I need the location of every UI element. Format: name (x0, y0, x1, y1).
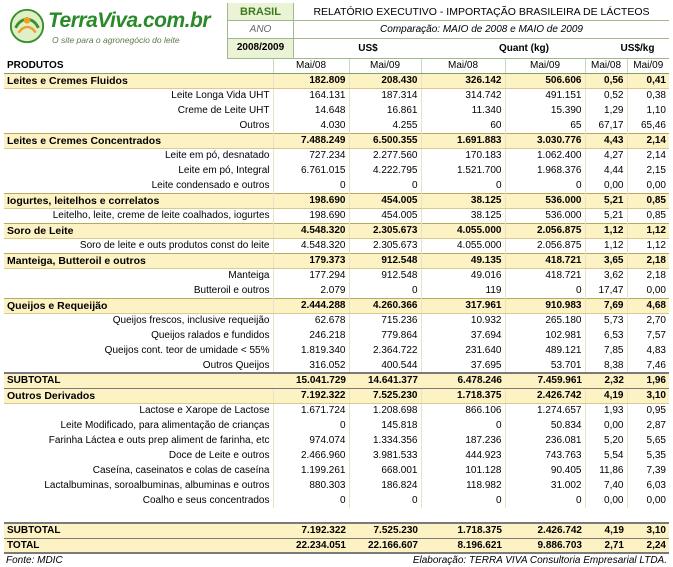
cell-usd-2009: 4.260.366 (349, 298, 421, 313)
cell-price-2008: 0,52 (585, 88, 627, 103)
cell-price-2009: 2,14 (627, 148, 669, 163)
col-usd-header: US$ (358, 43, 378, 54)
cell-price-2009: 2,70 (627, 313, 669, 328)
cell-price-2009: 2,18 (627, 253, 669, 268)
row-label: Queijos frescos, inclusive requeijão (4, 313, 273, 328)
cell-usd-2009: 7.525.230 (349, 523, 421, 538)
cell-qty-2008: 37.694 (421, 328, 505, 343)
cell-usd-2009: 668.001 (349, 463, 421, 478)
cell-qty-2008: 1.718.375 (421, 523, 505, 538)
cell-usd-2008: 0 (273, 493, 349, 508)
row-label: Caseína, caseinatos e colas de caseína (4, 463, 273, 478)
cell-price-2009: 0,95 (627, 403, 669, 418)
period-usd-2008: Mai/08 (273, 59, 349, 73)
row-label: Leite em pó, desnatado (4, 148, 273, 163)
period-qty-2008: Mai/08 (421, 59, 505, 73)
cell-usd-2009: 186.824 (349, 478, 421, 493)
cell-usd-2008: 880.303 (273, 478, 349, 493)
period-header-row (4, 59, 669, 73)
year-label: ANO (228, 21, 294, 39)
cell-usd-2008: 62.678 (273, 313, 349, 328)
cell-qty-2008: 6.478.246 (421, 373, 505, 388)
cell-usd-2009: 0 (349, 283, 421, 298)
cell-usd-2008: 0 (273, 418, 349, 433)
cell-qty-2008: 0 (421, 178, 505, 193)
cell-qty-2008: 60 (421, 118, 505, 133)
cell-qty-2009: 2.426.742 (505, 388, 585, 403)
cell-qty-2009 (505, 508, 585, 523)
cell-price-2009: 7,39 (627, 463, 669, 478)
cell-usd-2009: 1.208.698 (349, 403, 421, 418)
cell-qty-2009: 53.701 (505, 358, 585, 373)
cell-usd-2008: 179.373 (273, 253, 349, 268)
row-label: Outros (4, 118, 273, 133)
cell-qty-2009: 9.886.703 (505, 538, 585, 553)
cell-qty-2008: 119 (421, 283, 505, 298)
cell-usd-2008: 7.192.322 (273, 388, 349, 403)
cell-usd-2008: 198.690 (273, 193, 349, 208)
cell-usd-2008: 198.690 (273, 208, 349, 223)
table-row (4, 493, 669, 508)
cell-usd-2008 (273, 508, 349, 523)
table-row (4, 283, 669, 298)
cell-qty-2009: 536.000 (505, 193, 585, 208)
row-label: Manteiga, Butteroil e outros (4, 253, 273, 268)
cell-qty-2009: 65 (505, 118, 585, 133)
cell-price-2008: 17,47 (585, 283, 627, 298)
cell-qty-2009: 489.121 (505, 343, 585, 358)
cell-price-2008: 1,12 (585, 238, 627, 253)
cell-usd-2008: 316.052 (273, 358, 349, 373)
column-group-headers (294, 39, 669, 59)
cell-price-2009: 6,03 (627, 478, 669, 493)
cell-price-2009: 1,96 (627, 373, 669, 388)
cell-price-2008: 0,00 (585, 493, 627, 508)
cell-qty-2009: 0 (505, 283, 585, 298)
table-row (4, 238, 669, 253)
cell-price-2009: 0,00 (627, 493, 669, 508)
cell-usd-2009: 22.166.607 (349, 538, 421, 553)
row-label: Farinha Láctea e outs prep aliment de farinha, etc (4, 433, 273, 448)
cell-usd-2008: 6.761.015 (273, 163, 349, 178)
cell-qty-2008: 1.691.883 (421, 133, 505, 148)
cell-price-2008: 4,27 (585, 148, 627, 163)
cell-usd-2008: 177.294 (273, 268, 349, 283)
cell-price-2008 (585, 508, 627, 523)
cell-price-2008: 5,73 (585, 313, 627, 328)
cell-price-2008: 0,00 (585, 418, 627, 433)
header-meta (228, 3, 294, 59)
period-usd-2009: Mai/09 (349, 59, 421, 73)
cell-qty-2009: 15.390 (505, 103, 585, 118)
row-label: Manteiga (4, 268, 273, 283)
cell-qty-2008 (421, 508, 505, 523)
row-label: Leite em pó, Integral (4, 163, 273, 178)
table-row (4, 178, 669, 193)
cell-usd-2009: 187.314 (349, 88, 421, 103)
cell-usd-2009: 4.222.795 (349, 163, 421, 178)
cell-qty-2008: 38.125 (421, 208, 505, 223)
cell-price-2009: 3,10 (627, 523, 669, 538)
row-label: Doce de Leite e outros (4, 448, 273, 463)
products-header: PRODUTOS (4, 59, 273, 73)
table-row (4, 448, 669, 463)
cell-qty-2008: 101.128 (421, 463, 505, 478)
cell-price-2008: 0,00 (585, 178, 627, 193)
cell-usd-2009: 14.641.377 (349, 373, 421, 388)
cell-qty-2009: 236.081 (505, 433, 585, 448)
cell-qty-2008: 170.183 (421, 148, 505, 163)
cell-price-2009: 1,10 (627, 103, 669, 118)
subtotal-row (4, 523, 669, 538)
subtotal-row (4, 373, 669, 388)
cell-price-2009: 0,85 (627, 208, 669, 223)
cell-qty-2008: 4.055.000 (421, 238, 505, 253)
row-label: Outros Queijos (4, 358, 273, 373)
cell-usd-2008: 7.192.322 (273, 523, 349, 538)
cell-qty-2008: 231.640 (421, 343, 505, 358)
cell-price-2009: 2,15 (627, 163, 669, 178)
cell-price-2008: 6,53 (585, 328, 627, 343)
cell-price-2009: 2,87 (627, 418, 669, 433)
table-row (4, 88, 669, 103)
cell-price-2008: 4,19 (585, 388, 627, 403)
report-header (4, 3, 669, 59)
cell-usd-2008: 2.466.960 (273, 448, 349, 463)
period-qty-2009: Mai/09 (505, 59, 585, 73)
row-label: TOTAL (4, 538, 273, 553)
row-label: Leite Longa Vida UHT (4, 88, 273, 103)
cell-price-2008: 67,17 (585, 118, 627, 133)
period-price-2009: Mai/09 (627, 59, 669, 73)
cell-usd-2008: 4.548.320 (273, 238, 349, 253)
cell-usd-2009: 208.430 (349, 73, 421, 88)
globe-icon (8, 7, 46, 45)
cell-qty-2009: 491.151 (505, 88, 585, 103)
cell-usd-2009: 2.277.560 (349, 148, 421, 163)
row-label: Leite condensado e outros (4, 178, 273, 193)
cell-usd-2008: 1.671.724 (273, 403, 349, 418)
row-label: SUBTOTAL (4, 523, 273, 538)
cell-price-2008: 3,62 (585, 268, 627, 283)
cell-price-2009: 4,83 (627, 343, 669, 358)
cell-price-2008: 5,54 (585, 448, 627, 463)
cell-price-2008: 1,29 (585, 103, 627, 118)
brand-name: TerraViva.com.br (48, 9, 211, 32)
credit-note: Elaboração: TERRA VIVA Consultoria Empresarial LTDA. (412, 555, 667, 566)
cell-price-2008: 5,21 (585, 193, 627, 208)
table-row (4, 118, 669, 133)
country-label: BRASIL (228, 3, 294, 21)
cell-usd-2008: 15.041.729 (273, 373, 349, 388)
cell-qty-2009: 3.030.776 (505, 133, 585, 148)
cell-qty-2008: 4.055.000 (421, 223, 505, 238)
cell-qty-2008: 314.742 (421, 88, 505, 103)
total-row (4, 538, 669, 553)
row-label: Outros Derivados (4, 388, 273, 403)
cell-qty-2009: 50.834 (505, 418, 585, 433)
cell-qty-2009: 536.000 (505, 208, 585, 223)
cell-usd-2009: 145.818 (349, 418, 421, 433)
table-row (4, 478, 669, 493)
cell-price-2009: 7,46 (627, 358, 669, 373)
cell-price-2008: 4,19 (585, 523, 627, 538)
cell-usd-2009: 3.981.533 (349, 448, 421, 463)
cell-price-2009: 1,12 (627, 223, 669, 238)
cell-usd-2008: 7.488.249 (273, 133, 349, 148)
row-label: Butteroil e outros (4, 283, 273, 298)
row-label: Iogurtes, leitelhos e correlatos (4, 193, 273, 208)
report-footer (4, 554, 669, 567)
cell-usd-2009: 2.364.722 (349, 343, 421, 358)
table-row (4, 343, 669, 358)
cell-usd-2009 (349, 508, 421, 523)
cell-price-2008: 3,65 (585, 253, 627, 268)
cell-qty-2009: 31.002 (505, 478, 585, 493)
cell-usd-2008: 4.548.320 (273, 223, 349, 238)
cell-qty-2008: 444.923 (421, 448, 505, 463)
cell-qty-2009: 418.721 (505, 253, 585, 268)
cell-price-2009: 0,85 (627, 193, 669, 208)
cell-qty-2009: 910.983 (505, 298, 585, 313)
cell-qty-2008: 49.135 (421, 253, 505, 268)
cell-price-2009: 4,68 (627, 298, 669, 313)
cell-usd-2009: 0 (349, 178, 421, 193)
row-label: Leites e Cremes Fluidos (4, 73, 273, 88)
table-row (4, 313, 669, 328)
cell-price-2008: 7,85 (585, 343, 627, 358)
table-row (4, 103, 669, 118)
table-row (4, 358, 669, 373)
table-row (4, 268, 669, 283)
cell-price-2009: 2,24 (627, 538, 669, 553)
terraviva-logo (4, 3, 228, 59)
group-row (4, 223, 669, 238)
cell-price-2008: 8,38 (585, 358, 627, 373)
cell-usd-2008: 164.131 (273, 88, 349, 103)
cell-usd-2009: 779.864 (349, 328, 421, 343)
cell-price-2009: 3,10 (627, 388, 669, 403)
cell-usd-2009: 1.334.356 (349, 433, 421, 448)
cell-price-2008: 1,93 (585, 403, 627, 418)
cell-qty-2008: 118.982 (421, 478, 505, 493)
period-price-2008: Mai/08 (585, 59, 627, 73)
cell-price-2008: 2,71 (585, 538, 627, 553)
cell-price-2009: 0,38 (627, 88, 669, 103)
cell-usd-2009: 4.255 (349, 118, 421, 133)
cell-usd-2008: 182.809 (273, 73, 349, 88)
cell-price-2008: 11,86 (585, 463, 627, 478)
cell-price-2009: 0,00 (627, 178, 669, 193)
cell-qty-2008: 38.125 (421, 193, 505, 208)
cell-qty-2009: 0 (505, 178, 585, 193)
cell-price-2009: 2,14 (627, 133, 669, 148)
cell-price-2008: 4,44 (585, 163, 627, 178)
cell-price-2008: 5,20 (585, 433, 627, 448)
row-label: Soro de Leite (4, 223, 273, 238)
cell-usd-2009: 6.500.355 (349, 133, 421, 148)
cell-usd-2009: 0 (349, 493, 421, 508)
cell-usd-2008: 14.648 (273, 103, 349, 118)
cell-usd-2008: 1.199.261 (273, 463, 349, 478)
cell-qty-2008: 0 (421, 418, 505, 433)
cell-usd-2009: 912.548 (349, 253, 421, 268)
cell-usd-2009: 16.861 (349, 103, 421, 118)
row-label: Lactose e Xarope de Lactose (4, 403, 273, 418)
row-label: Lactalbuminas, soroalbuminas, albuminas e outros (4, 478, 273, 493)
cell-price-2008: 4,43 (585, 133, 627, 148)
cell-usd-2009: 2.305.673 (349, 238, 421, 253)
cell-price-2009: 7,57 (627, 328, 669, 343)
cell-usd-2008: 2.079 (273, 283, 349, 298)
cell-price-2009: 2,18 (627, 268, 669, 283)
cell-price-2009: 0,00 (627, 283, 669, 298)
row-label: Leites e Cremes Concentrados (4, 133, 273, 148)
cell-qty-2009: 1.968.376 (505, 163, 585, 178)
cell-price-2008: 7,69 (585, 298, 627, 313)
col-price-header: US$/kg (620, 43, 655, 54)
group-row (4, 73, 669, 88)
table-row (4, 463, 669, 478)
cell-qty-2008: 1.521.700 (421, 163, 505, 178)
cell-price-2009: 1,12 (627, 238, 669, 253)
cell-price-2008: 0,56 (585, 73, 627, 88)
cell-qty-2009: 2.056.875 (505, 238, 585, 253)
row-label: Soro de leite e outs produtos const do leite (4, 238, 273, 253)
cell-usd-2008: 4.030 (273, 118, 349, 133)
source-note: Fonte: MDIC (6, 555, 63, 566)
cell-qty-2008: 0 (421, 493, 505, 508)
header-titles (294, 3, 669, 59)
cell-price-2008: 7,40 (585, 478, 627, 493)
cell-qty-2008: 10.932 (421, 313, 505, 328)
cell-price-2009: 0,41 (627, 73, 669, 88)
table-row (4, 328, 669, 343)
group-row (4, 133, 669, 148)
cell-price-2009: 5,35 (627, 448, 669, 463)
cell-price-2009 (627, 508, 669, 523)
cell-usd-2009: 400.544 (349, 358, 421, 373)
row-label: Creme de Leite UHT (4, 103, 273, 118)
cell-qty-2008: 49.016 (421, 268, 505, 283)
cell-qty-2009: 1.062.400 (505, 148, 585, 163)
cell-qty-2009: 0 (505, 493, 585, 508)
row-label: Leitelho, leite, creme de leite coalhados, iogurtes (4, 208, 273, 223)
cell-qty-2008: 326.142 (421, 73, 505, 88)
cell-qty-2009: 2.426.742 (505, 523, 585, 538)
row-label: Coalho e seus concentrados (4, 493, 273, 508)
table-row (4, 148, 669, 163)
cell-price-2008: 1,12 (585, 223, 627, 238)
cell-usd-2009: 2.305.673 (349, 223, 421, 238)
cell-usd-2008: 974.074 (273, 433, 349, 448)
cell-qty-2009: 7.459.961 (505, 373, 585, 388)
spacer-row (4, 508, 669, 523)
cell-usd-2009: 454.005 (349, 208, 421, 223)
row-label (4, 508, 273, 523)
imports-table (4, 59, 669, 554)
group-row (4, 193, 669, 208)
cell-qty-2008: 8.196.621 (421, 538, 505, 553)
cell-qty-2009: 2.056.875 (505, 223, 585, 238)
cell-qty-2008: 37.695 (421, 358, 505, 373)
group-row (4, 388, 669, 403)
cell-usd-2008: 0 (273, 178, 349, 193)
brand-tagline: O site para o agronegócio do leite (52, 35, 180, 45)
cell-usd-2009: 912.548 (349, 268, 421, 283)
cell-usd-2009: 715.236 (349, 313, 421, 328)
cell-qty-2008: 1.718.375 (421, 388, 505, 403)
row-label: Queijos ralados e fundidos (4, 328, 273, 343)
cell-price-2009: 65,46 (627, 118, 669, 133)
cell-qty-2009: 265.180 (505, 313, 585, 328)
table-row (4, 418, 669, 433)
cell-usd-2008: 246.218 (273, 328, 349, 343)
cell-qty-2009: 418.721 (505, 268, 585, 283)
cell-usd-2008: 727.234 (273, 148, 349, 163)
cell-price-2009: 5,65 (627, 433, 669, 448)
row-label: SUBTOTAL (4, 373, 273, 388)
row-label: Queijos cont. teor de umidade < 55% (4, 343, 273, 358)
cell-qty-2009: 1.274.657 (505, 403, 585, 418)
group-row (4, 298, 669, 313)
table-row (4, 208, 669, 223)
cell-qty-2009: 506.606 (505, 73, 585, 88)
comparison-subtitle: Comparação: MAIO de 2008 e MAIO de 2009 (294, 21, 669, 39)
cell-usd-2008: 1.819.340 (273, 343, 349, 358)
row-label: Queijos e Requeijão (4, 298, 273, 313)
table-row (4, 403, 669, 418)
imports-table-body (4, 59, 669, 553)
report-title: RELATÓRIO EXECUTIVO - IMPORTAÇÃO BRASILEIRA DE LÁCTEOS (294, 3, 669, 21)
col-qty-header: Quant (kg) (499, 43, 549, 54)
table-row (4, 433, 669, 448)
cell-usd-2008: 22.234.051 (273, 538, 349, 553)
cell-qty-2008: 187.236 (421, 433, 505, 448)
cell-qty-2008: 11.340 (421, 103, 505, 118)
cell-qty-2009: 102.981 (505, 328, 585, 343)
cell-price-2008: 5,21 (585, 208, 627, 223)
cell-qty-2008: 866.106 (421, 403, 505, 418)
group-row (4, 253, 669, 268)
cell-price-2008: 2,32 (585, 373, 627, 388)
cell-qty-2008: 317.961 (421, 298, 505, 313)
cell-qty-2009: 90.405 (505, 463, 585, 478)
cell-qty-2009: 743.763 (505, 448, 585, 463)
table-row (4, 163, 669, 178)
cell-usd-2009: 454.005 (349, 193, 421, 208)
period-label: 2008/2009 (228, 39, 294, 59)
cell-usd-2008: 2.444.288 (273, 298, 349, 313)
row-label: Leite Modificado, para alimentação de crianças (4, 418, 273, 433)
cell-usd-2009: 7.525.230 (349, 388, 421, 403)
